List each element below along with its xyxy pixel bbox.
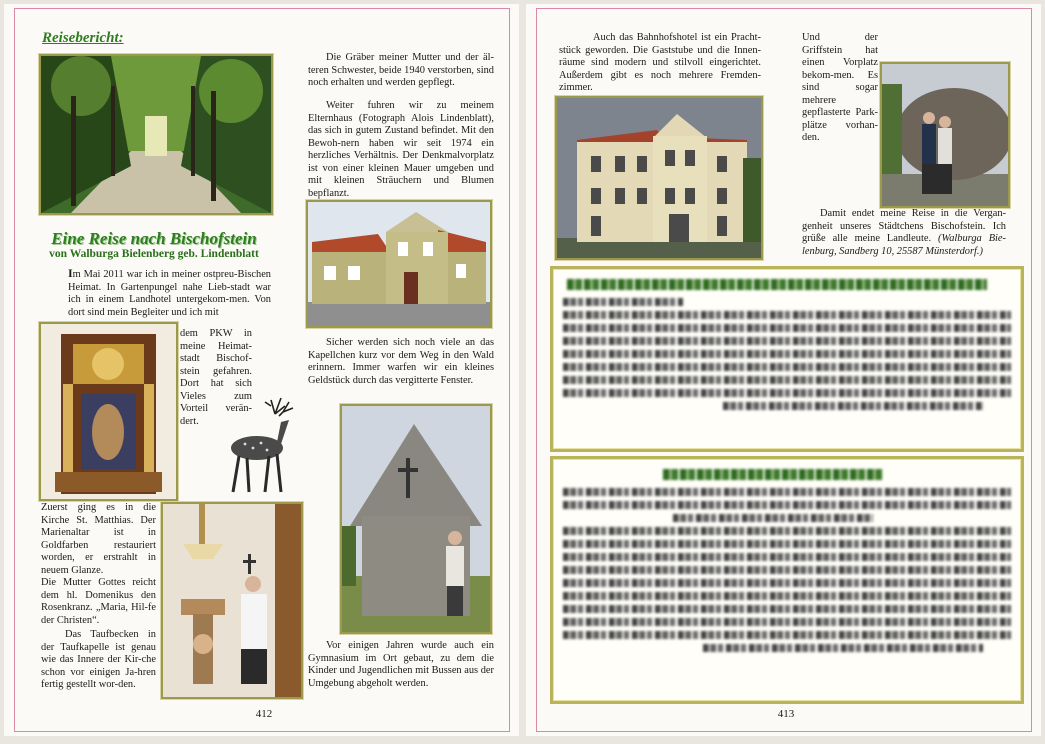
closing-paragraph xyxy=(802,208,1006,258)
dropcap: I xyxy=(68,266,73,280)
font-paragraph: Das Taufbecken in der Taufkapelle ist genau wie das Innere der Kir-che schon vor einigen Ja-hren fertig gestellt wor-den. xyxy=(41,629,156,690)
section-kicker: Reisebericht: xyxy=(42,30,124,46)
closing-text: Damit endet meine Reise in die Vergan-genheit unseres Städtchens Bischofstein. Ich grüße alle meine Landleute. xyxy=(802,208,1006,244)
page-412 xyxy=(4,4,519,736)
mother-paragraph: Die Mutter Gottes reicht dem hl. Domenikus den Rosenkranz. „Maria, Hil-fe der Christen“. xyxy=(41,577,156,626)
griffstein-photo xyxy=(880,62,1010,208)
baptismal-font-photo xyxy=(161,502,303,699)
signature: (Walburga Bie-lenburg, Sandberg 10, 25587 Münsterdorf.) xyxy=(802,233,1006,257)
deer-illustration xyxy=(219,396,299,496)
intro-paragraph xyxy=(68,267,271,319)
graves-paragraph: Die Gräber meiner Mutter und der äl-teren Schwester, beide 1940 verstorben, sind noch erhalten und werden gepflegt. xyxy=(308,52,494,88)
blurred-heading xyxy=(663,469,883,480)
article-byline: von Walburga Bielenberg geb. Lindenblatt xyxy=(49,248,259,260)
parents-house-paragraph: Weiter fuhren wir zu meinem Elternhaus (Fotograph Alois Lindenblatt), das sich in gutem Zustand befindet. Mit den Bewoh-nern haben wir seit 1974 ein herzliches Verhältnis. Der Denkmalvorplatz ist von einer kleinen Mauer umgeben und mit kleinen Sträuchern und Blumen bepflanzt. xyxy=(308,100,494,199)
blurred-heading xyxy=(567,279,987,290)
article-title: Eine Reise nach Bischofstein xyxy=(51,229,257,248)
station-hotel-photo xyxy=(555,96,763,260)
page-413 xyxy=(526,4,1041,736)
intro-text: m Mai 2011 war ich in meiner ostpreu-Bischen Heimat. In Gartenpungel nahe Lieb-stadt war ich in einem Landhotel untergekom-men. Von dort sind mein Begleiter und ich mit xyxy=(68,269,271,318)
blurred-notice-box-2 xyxy=(550,456,1024,704)
hotel-paragraph: Auch das Bahnhofshotel ist ein Pracht-stück geworden. Die Gaststube und die Innen-räume sind modern und stilvoll eingerichtet. Außerdem gibt es noch mehrere Fremden-zimmer. xyxy=(559,32,761,93)
page-number-412: 412 xyxy=(255,708,273,720)
chapel-photo xyxy=(340,404,492,634)
tree-avenue-photo xyxy=(39,54,273,215)
gymnasium-paragraph: Vor einigen Jahren wurde auch ein Gymnasium im Ort gebaut, zu dem die Kinder und Jugendlichen mit Bussen aus der Umgebung abgeholt werden. xyxy=(308,640,494,689)
parents-house-photo xyxy=(306,200,492,328)
altar-photo xyxy=(39,322,178,501)
page-number-413: 413 xyxy=(777,708,795,720)
church-paragraph: Zuerst ging es in die Kirche St. Matthias. Der Marienaltar ist in Goldfarben restauriert worden, er erstrahlt in neuem Glanze. xyxy=(41,502,156,576)
intro-narrow: dem PKW in meine Heimat-stadt Bischof-stein gefahren. Dort hat sich Vieles zum Vorteil verän-dert. xyxy=(180,328,252,427)
blurred-notice-box-1 xyxy=(550,266,1024,452)
griffstein-paragraph: Und der Griffstein hat einen Vorplatz bekom-men. Es sind sogar mehrere gepflasterte Park-plätze vorhan-den. xyxy=(802,32,878,143)
chapel-paragraph: Sicher werden sich noch viele an das Kapellchen kurz vor dem Weg in den Wald erinnern. Immer warfen wir ein kleines Geldstück durch das vergitterte Fenster. xyxy=(308,337,494,386)
